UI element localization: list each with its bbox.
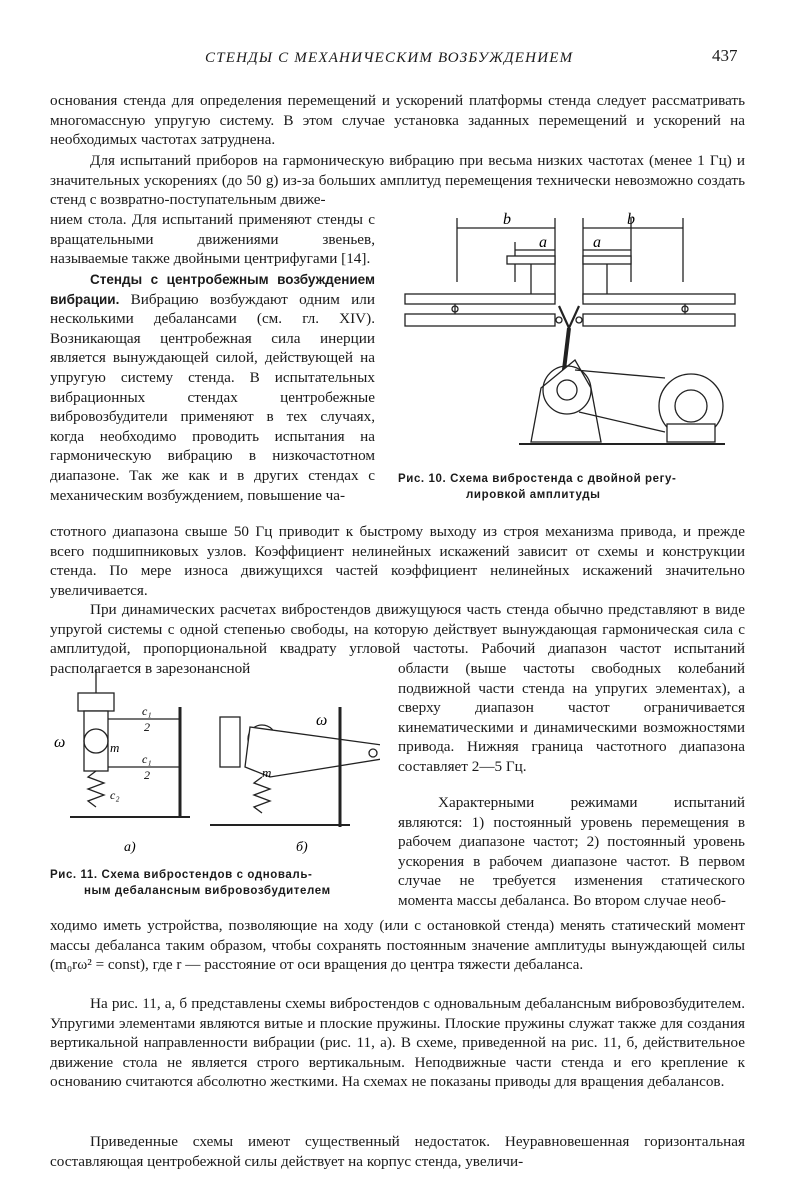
fig11-label-c2: c₂ bbox=[110, 788, 120, 802]
paragraph-3a bbox=[50, 270, 375, 505]
fig11-label-c1-top: c₁ bbox=[142, 704, 152, 718]
fig10-label-b-left: b bbox=[503, 211, 511, 228]
fig11-caption-line1: Рис. 11. Схема вибростендов с одноваль- bbox=[50, 869, 313, 881]
fig11-label-c1-top-den: 2 bbox=[144, 720, 150, 734]
paragraph-3a-body: Вибрацию возбуждают одним или несколькими дебалансами (см. гл. XIV). Возникающая центробежная сила инерции является вынуждающей силой, действующей на упругую систему стенда. В испытательных вибрационных стендах центробежные вибровозбудители применяют в тех случаях, когда необходимо проводить испытания на гармоническую вибрацию в низкочастотном диапазоне. Так же как и в других стендах с механическим возбуждением, повышение ча- bbox=[50, 290, 376, 504]
running-title: СТЕНДЫ С МЕХАНИЧЕСКИМ ВОЗБУЖДЕНИЕМ bbox=[205, 50, 574, 66]
fig10-label-a-left: a bbox=[539, 234, 547, 251]
fig11-label-c1-mid: c₁ bbox=[142, 752, 152, 766]
paragraph-4a: При динамических расчетах вибростендов движущуюся часть стенда обычно представляют в виде упругой системы с одной степенью свободы, на которую действует вынуждающая гармоническая сила с амплитудой, пропорциональной квадрату угловой частоты. Рабочий диапазон частот испытаний располагается в зарезонансной bbox=[50, 601, 745, 677]
fig11-label-c1-mid-den: 2 bbox=[144, 768, 150, 782]
paragraph-5a: Характерными режимами испытаний являются: 1) постоянный уровень перемещения в рабочем диапазоне частот; 2) постоянный уровень ускорения в рабочем диапазоне частот. В первом случае не требуется изменения статического момента массы дебаланса. Во втором случае необ- bbox=[398, 794, 745, 909]
page-number: 437 bbox=[712, 46, 738, 65]
paragraph-1: основания стенда для определения перемещений и ускорений платформы стенда следует рассматривать многомассную упругую систему. В этом случае установка заданных перемещений и ускорений на необходимых частотах затруднена. bbox=[50, 92, 745, 149]
section-heading: Стенды с центробежным возбуждением вибрации. bbox=[50, 272, 375, 307]
fig10-label-b-right: b bbox=[627, 211, 635, 228]
paragraph-2b: нием стола. Для испытаний применяют стенды с вращательными движениями звеньев, называемые также двойными центрифугами [14]. bbox=[50, 211, 375, 268]
fig11-label-m-a: m bbox=[110, 740, 120, 755]
paragraph-3b: стотного диапазона свыше 50 Гц приводит к быстрому выходу из строя механизма привода, и прежде всего подшипниковых узлов. Коэффициент нелинейных искажений зависит от схемы и конструкции стенда. По мере износа движущихся частей коэффициент нелинейных искажений значительно увеличивается. bbox=[50, 523, 745, 599]
fig11-caption-line2: ным дебалансным вибровозбудителем bbox=[84, 885, 331, 897]
fig10-caption-line1: Рис. 10. Схема вибростенда с двойной регу- bbox=[398, 473, 677, 485]
fig10-caption-line2: лировкой амплитуды bbox=[466, 489, 601, 501]
figure-11-diagram bbox=[40, 667, 380, 857]
paragraph-2a: Для испытаний приборов на гармоническую вибрацию при весьма низких частотах (менее 1 Гц) и значительных ускорениях (до 50 g) из-за больших амплитуд перемещения технически невозможно создать стенд с возвратно-поступательным движе- bbox=[50, 152, 745, 209]
paragraph-5b: ходимо иметь устройства, позволяющие на ходу (или с остановкой стенда) менять статический момент массы дебаланса таким образом, чтобы сохранять постоянным значение амплитуды вынуждающей силы (m₀rω² = const), где r — расстояние от оси вращения до центра тяжести дебаланса. bbox=[50, 917, 745, 974]
fig11-label-m-b: m bbox=[262, 765, 272, 780]
fig11-sub-a: а) bbox=[124, 840, 136, 855]
paragraph-4b: области (выше частоты свободных колебаний подвижной части стенда на упругих элементах), а сверху диапазон частот ограничивается кинематическими и динамическими возможностями привода. Нижняя граница частотного диапазона составляет 2—5 Гц. bbox=[398, 660, 745, 775]
figure-10-diagram bbox=[395, 210, 745, 460]
fig11-sub-b: б) bbox=[296, 840, 308, 855]
fig11-label-omega-b: ω bbox=[316, 712, 328, 729]
paragraph-6: На рис. 11, а, б представлены схемы вибростендов с одновальным дебалансным вибровозбудителем. Упругими элементами являются витые и плоские пружины. Плоские пружины служат также для создания вертикальной направленности вибрации (рис. 11, а). В схеме, приведенной на рис. 11, б, действительное движение стола не является строго вертикальным. Неподвижные части стенда и его крепление к основанию считаются абсолютно жесткими. На схемах не показаны приводы для вращения дебалансов. bbox=[50, 995, 745, 1091]
paragraph-7: Приведенные схемы имеют существенный недостаток. Неуравновешенная горизонтальная составляющая центробежной силы действует на корпус стенда, увеличи- bbox=[50, 1133, 745, 1170]
fig11-label-omega-a: ω bbox=[54, 734, 66, 751]
fig10-label-a-right: a bbox=[593, 234, 601, 251]
